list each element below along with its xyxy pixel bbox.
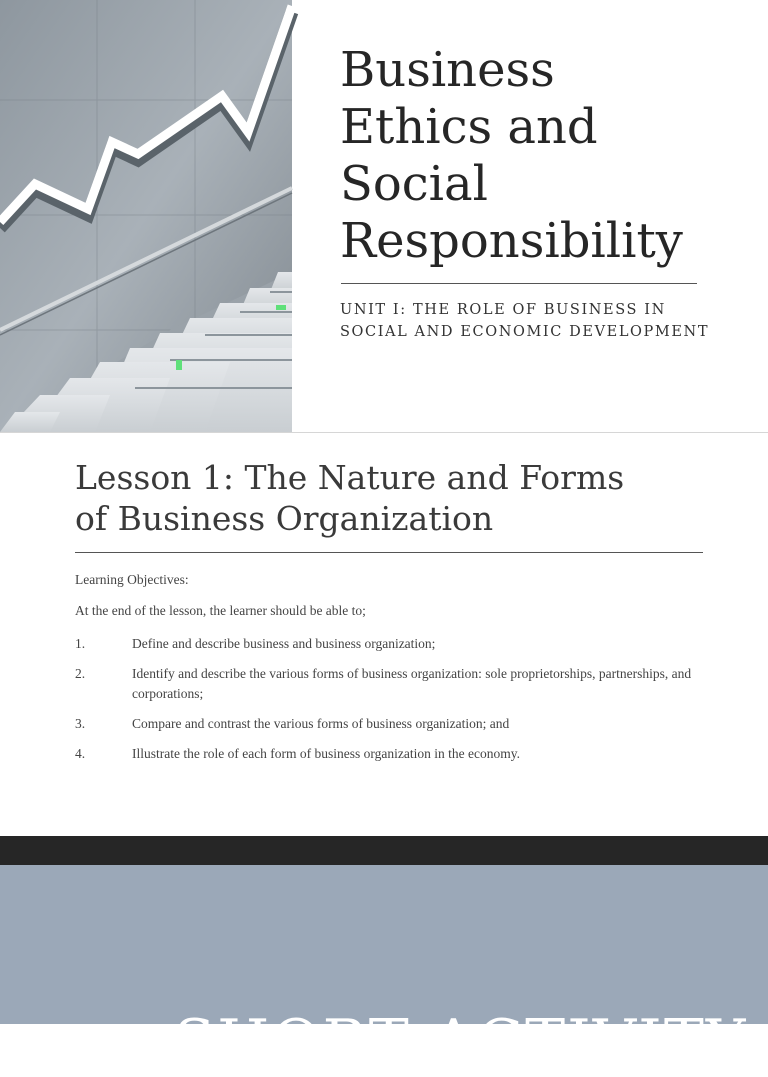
- objectives-intro: At the end of the lesson, the learner should be able to;: [75, 603, 366, 618]
- unit-subtitle: [340, 299, 740, 343]
- list-item-text: Compare and contrast the various forms of business organization; and: [132, 716, 510, 731]
- presentation-title: [340, 42, 750, 270]
- list-item-number: 3.: [75, 716, 86, 731]
- list-item: [75, 634, 695, 654]
- objectives-heading: Learning Objectives:: [75, 572, 189, 587]
- list-item: [75, 664, 695, 704]
- activity-title: SHORT ACTIVITY: [174, 1007, 748, 1077]
- objectives-list: [75, 634, 695, 774]
- title-divider: [341, 283, 697, 284]
- lesson-slide: [0, 433, 768, 836]
- title-line: Social: [340, 156, 488, 212]
- list-item-text: Illustrate the role of each form of business organization in the economy.: [132, 746, 521, 761]
- lesson-title: [75, 457, 725, 539]
- title-line: Ethics and: [340, 99, 598, 155]
- activity-slide: [0, 865, 768, 1077]
- list-item-text: Identify and describe the various forms of business organization: sole proprietorships, partnerships, and corporations;: [132, 666, 692, 701]
- list-item-number: 2.: [75, 666, 86, 681]
- list-item: [75, 744, 695, 764]
- lesson-title-line: Lesson 1: The Nature and Forms: [75, 458, 625, 497]
- lesson-divider: [75, 552, 703, 553]
- list-item: [75, 714, 695, 734]
- subtitle-line: SOCIAL AND ECONOMIC DEVELOPMENT: [340, 324, 710, 340]
- stairs-growth-photo: [0, 0, 292, 432]
- list-item-number: 4.: [75, 746, 86, 761]
- list-item-number: 1.: [75, 636, 86, 651]
- title-slide: [0, 0, 768, 432]
- slide-separator-band: [0, 836, 768, 865]
- lesson-title-line: of Business Organization: [75, 499, 494, 538]
- list-item-text: Define and describe business and business organization;: [132, 636, 436, 651]
- title-line: Business: [340, 42, 555, 98]
- title-line: Responsibility: [340, 213, 683, 269]
- subtitle-line: UNIT I: THE ROLE OF BUSINESS IN: [340, 302, 666, 318]
